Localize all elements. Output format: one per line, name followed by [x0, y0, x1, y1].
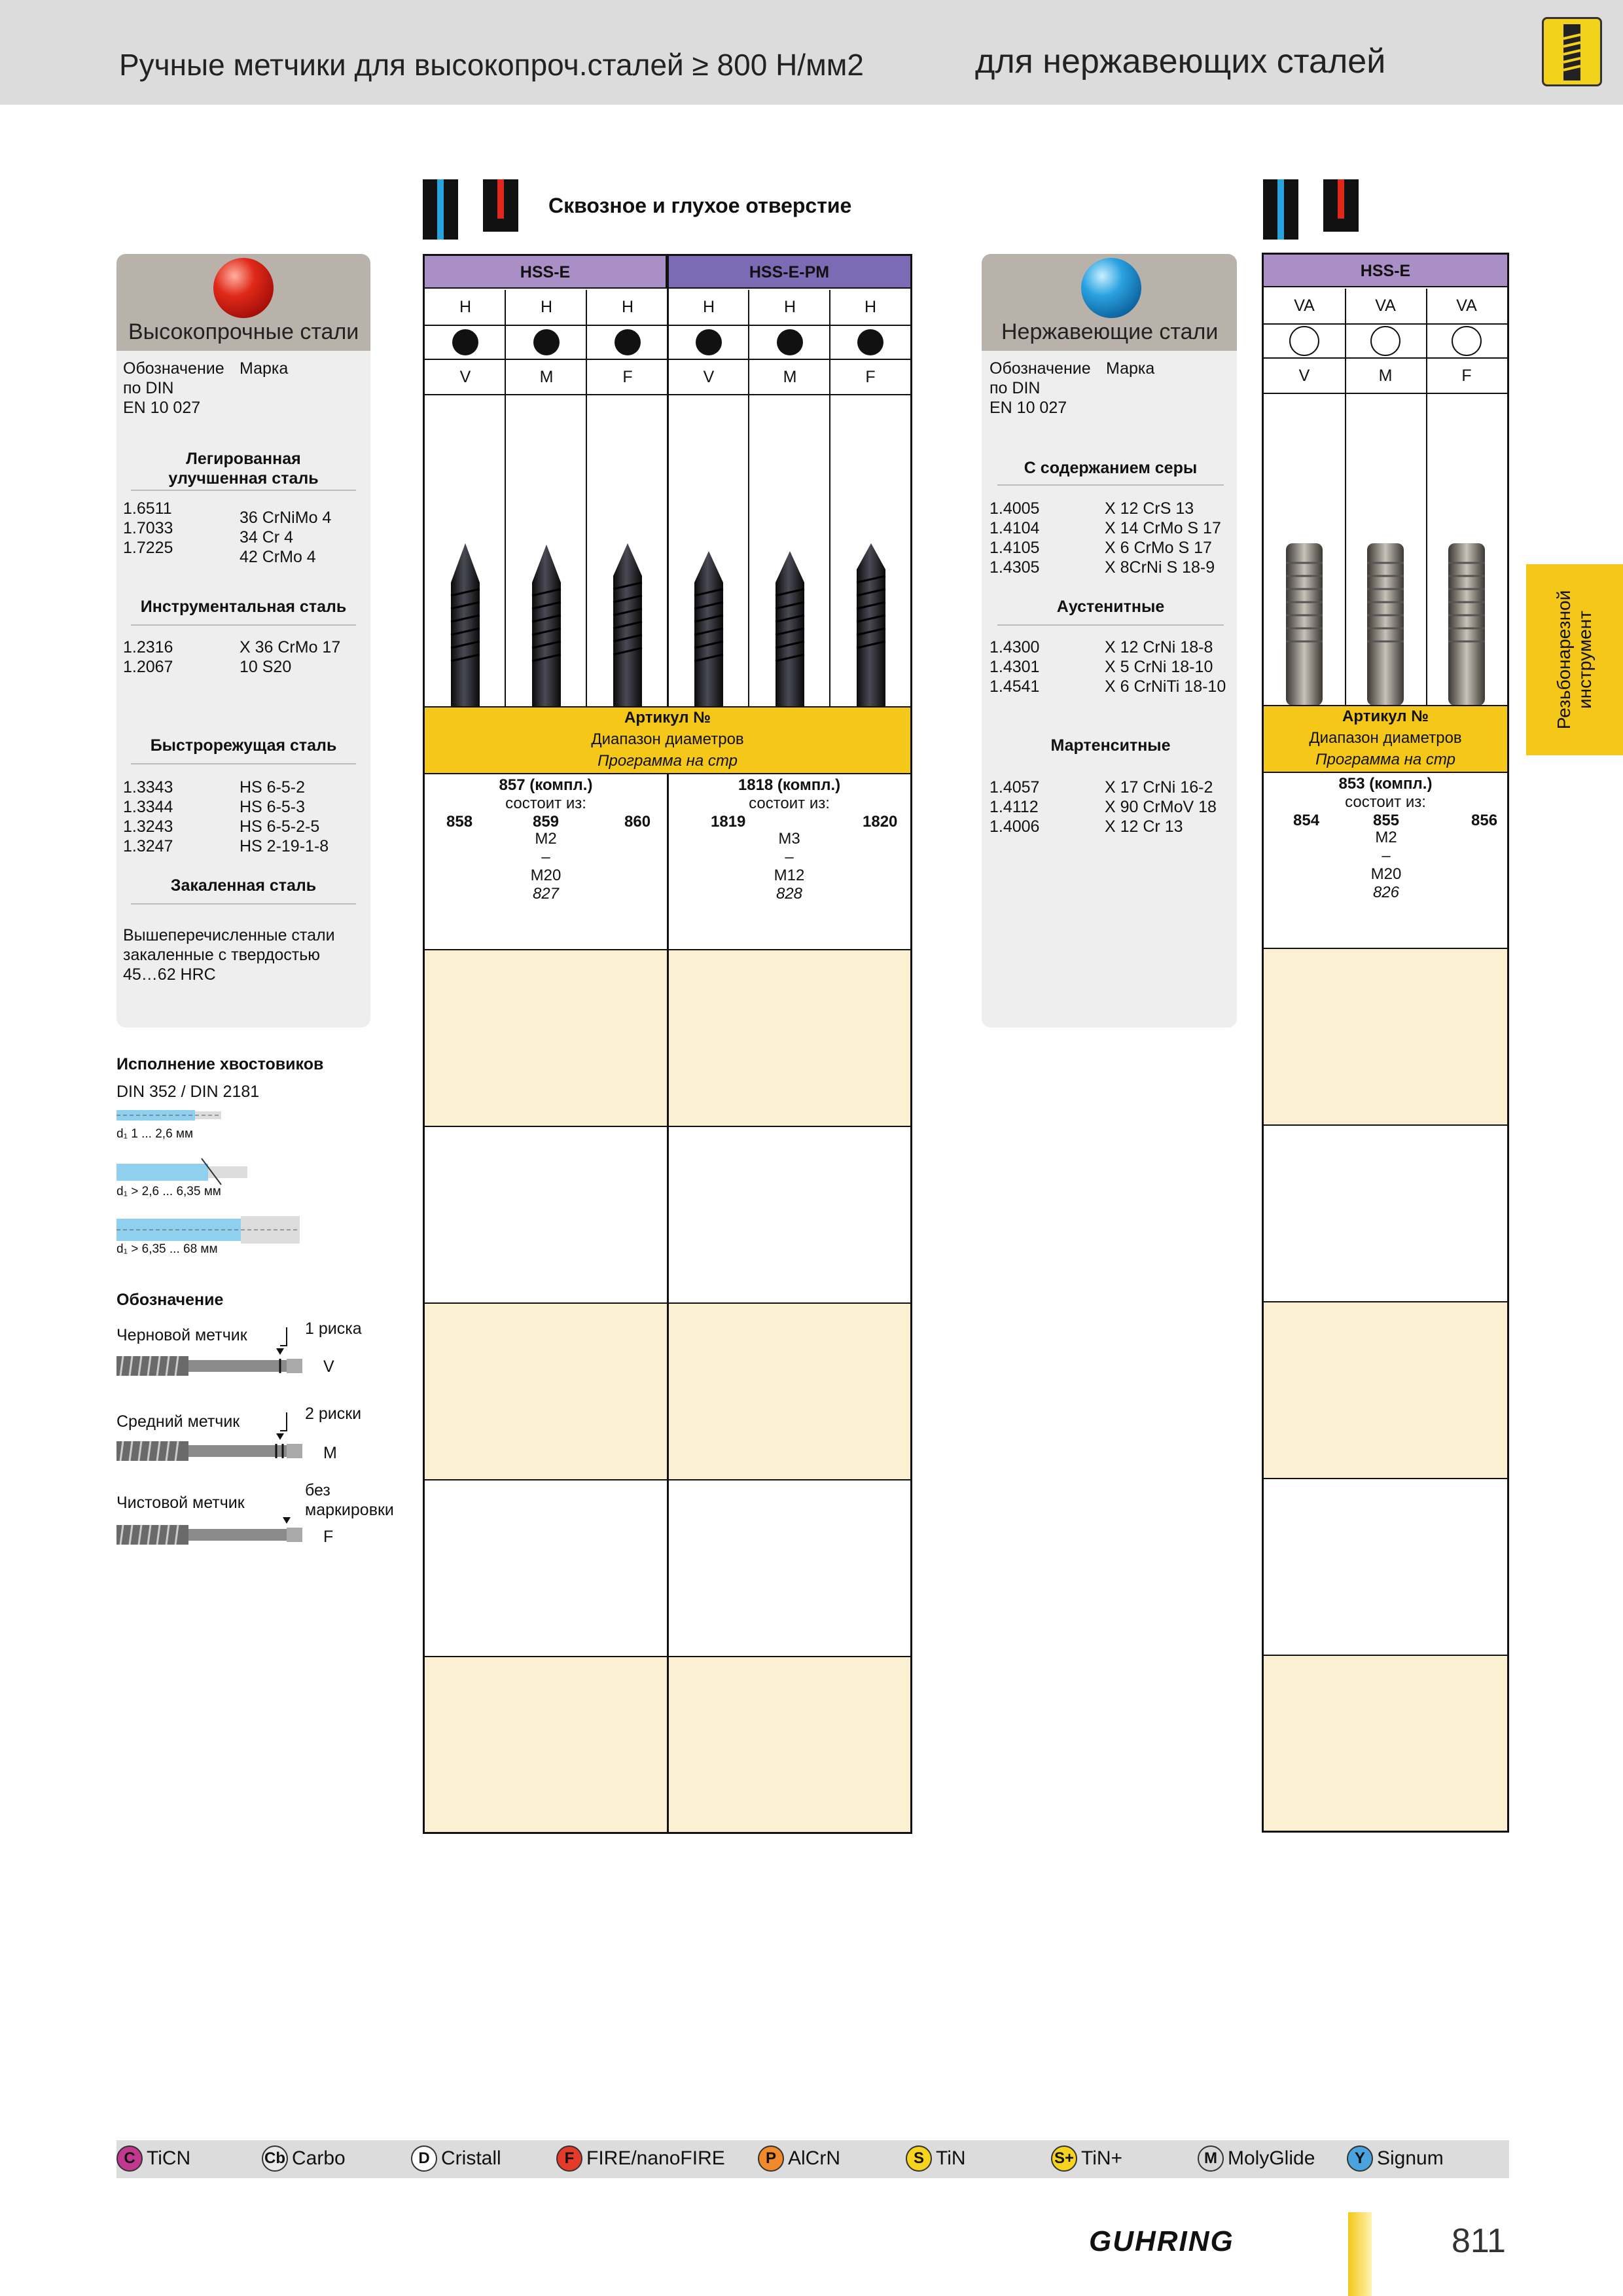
group-header-hss-e: HSS-E	[425, 256, 667, 289]
hardness-label: H	[621, 298, 634, 316]
divider	[997, 624, 1224, 626]
tap-name: Чистовой метчик	[116, 1494, 245, 1512]
shank-range-label: d₁ > 6,35 ... 68 мм	[116, 1242, 218, 1256]
group-header-hss-e: HSS-E	[1264, 255, 1507, 287]
diameter-range: M2 – M20 826	[1346, 829, 1426, 902]
hardness-label: H	[459, 298, 472, 316]
roughing-tap-diagram	[116, 1322, 319, 1381]
group-title: Мартенситные	[1050, 736, 1171, 755]
hardness-label: H	[783, 298, 796, 316]
empty-cell	[669, 1656, 910, 1832]
empty-cell	[1264, 948, 1507, 1124]
filled-circle-icon	[857, 329, 883, 355]
shank-range-label: d₁ > 2,6 ... 6,35 мм	[116, 1185, 221, 1198]
group-title: Аустенитные	[1056, 598, 1165, 616]
set-consists: состоит из:	[749, 795, 830, 812]
group-title: Закаленная сталь	[170, 876, 317, 895]
divider	[997, 484, 1224, 486]
coating-symbol-icon: D	[411, 2145, 437, 2172]
through-hole-icon	[1263, 179, 1298, 240]
marking-label: 1 риска	[305, 1319, 362, 1338]
group-title: Инструментальная сталь	[140, 598, 347, 616]
coating-symbol-icon: S	[906, 2145, 932, 2172]
material-panel-title: Нержавеющие стали	[1001, 319, 1219, 344]
type-row	[1264, 359, 1507, 393]
shank-diagram	[116, 1158, 247, 1185]
tap-image	[1448, 543, 1485, 706]
hardness-label: VA	[1375, 296, 1396, 315]
coating-item: D Cristall	[411, 2145, 501, 2172]
coating-symbol-icon: F	[556, 2145, 582, 2172]
article-number[interactable]: 859	[532, 813, 560, 831]
tap-image	[694, 551, 723, 707]
row-line	[425, 394, 910, 395]
material-panel-title: Высокопрочные стали	[128, 319, 359, 344]
tap-name: Средний метчик	[116, 1412, 240, 1431]
section-title: Сквозное и глухое отверстие	[548, 194, 852, 217]
suitability-row	[1264, 325, 1507, 357]
page-title: Ручные метчики для высокопроч.сталей ≥ 800 Н/мм2	[119, 48, 864, 82]
filled-circle-icon	[777, 329, 803, 355]
catalog-page-link[interactable]: 828	[776, 885, 803, 903]
marking-label: 2 риски	[305, 1405, 362, 1423]
hardened-note: Вышеперечисленные стали закаленные с твердостью 45…62 HRC	[123, 926, 335, 984]
open-circle-icon	[1452, 326, 1482, 356]
shank-diagram	[116, 1110, 221, 1121]
divider	[131, 624, 356, 626]
empty-cell	[669, 1302, 910, 1479]
coating-item: S+ TiN+	[1051, 2145, 1122, 2172]
steel-code-list: 1.2316 1.2067	[123, 638, 173, 676]
filled-circle-icon	[615, 329, 641, 355]
empty-cell	[669, 949, 910, 1126]
divider	[131, 903, 356, 905]
tap-type-label: F	[622, 368, 633, 386]
shank-standard: DIN 352 / DIN 2181	[116, 1083, 260, 1101]
tap-image	[857, 543, 885, 707]
set-title: 1818 (компл.)	[738, 776, 841, 794]
steel-code-list: 1.6511 1.7033 1.7225	[123, 499, 173, 557]
tap-image	[451, 543, 480, 707]
tap-image	[613, 543, 642, 707]
tap-letter: F	[323, 1528, 334, 1546]
shank-title: Исполнение хвостовиков	[116, 1055, 324, 1073]
hardness-label: VA	[1456, 296, 1477, 315]
side-tab-label: инструмент	[1575, 611, 1595, 709]
red-material-ball-icon	[213, 258, 274, 318]
page-number: 811	[1452, 2222, 1506, 2260]
grade-column-header: Марка	[240, 359, 289, 378]
blue-material-ball-icon	[1081, 258, 1141, 318]
filled-circle-icon	[452, 329, 478, 355]
set-title: 857 (компл.)	[499, 776, 593, 794]
article-number[interactable]: 1820	[863, 813, 898, 831]
empty-cell	[425, 1302, 667, 1479]
article-number[interactable]: 854	[1293, 812, 1320, 829]
row-line	[1264, 1124, 1507, 1126]
group-title: Легированная улучшенная сталь	[168, 450, 319, 488]
steel-code-list: 1.4300 1.4301 1.4541	[990, 638, 1040, 696]
side-tab-label: Резьбонарезной	[1554, 590, 1574, 730]
catalog-page-link[interactable]: 827	[532, 885, 560, 903]
hardness-row	[1264, 289, 1507, 323]
coating-symbol-icon: M	[1198, 2145, 1224, 2172]
finishing-tap-diagram	[116, 1492, 319, 1551]
section-side-tab[interactable]	[1526, 564, 1623, 755]
coating-item: F FIRE/nanoFIRE	[556, 2145, 725, 2172]
article-number[interactable]: 858	[446, 813, 473, 831]
article-info-text: Артикул № Диапазон диаметров Программа на стр	[591, 709, 744, 770]
hardness-label: VA	[1294, 296, 1315, 315]
tap-category-icon	[1542, 17, 1602, 86]
tap-type-label: V	[703, 368, 715, 386]
tap-letter: V	[323, 1357, 334, 1376]
coating-symbol-icon: S+	[1051, 2145, 1077, 2172]
page-subtitle: для нержавеющих сталей	[975, 43, 1386, 81]
set-consists: состоит из:	[1345, 793, 1426, 811]
diameter-range: M3 – M12 828	[749, 830, 829, 903]
tap-type-label: M	[1378, 367, 1393, 385]
intermediate-tap-diagram	[116, 1407, 319, 1466]
article-number[interactable]: 855	[1372, 812, 1400, 829]
divider	[131, 490, 356, 491]
steel-grade-list: HS 6-5-2 HS 6-5-3 HS 6-5-2-5 HS 2-19-1-8	[240, 778, 329, 855]
hardness-label: H	[702, 298, 715, 316]
shank-diagram	[116, 1216, 300, 1244]
coating-symbol-icon: Y	[1347, 2145, 1373, 2172]
open-circle-icon	[1289, 326, 1319, 356]
tap-images	[425, 537, 910, 707]
coating-legend-items	[116, 2145, 1509, 2174]
filled-circle-icon	[533, 329, 560, 355]
group-title: С содержанием серы	[1024, 459, 1198, 477]
designation-title: Обозначение	[116, 1291, 224, 1309]
tap-image	[1367, 543, 1404, 706]
filled-circle-icon	[696, 329, 722, 355]
divider	[131, 763, 356, 764]
coating-item: C TiCN	[116, 2145, 190, 2172]
steel-grade-list: X 36 CrMo 17 10 S20	[240, 638, 341, 676]
coating-item: S TiN	[906, 2145, 966, 2172]
set-consists: состоит из:	[505, 795, 586, 812]
tap-type-label: V	[1298, 367, 1310, 385]
brand-logo: GUHRING	[1089, 2225, 1234, 2257]
row-line	[1264, 1478, 1507, 1479]
hardness-row	[425, 290, 910, 324]
coating-item: P AlCrN	[758, 2145, 840, 2172]
row-line	[425, 1126, 910, 1127]
footer-accent	[1348, 2212, 1372, 2296]
tap-images	[1264, 537, 1507, 706]
grade-column-header: Марка	[1106, 359, 1155, 378]
steel-code-list: 1.4005 1.4104 1.4105 1.4305	[990, 499, 1040, 577]
suitability-row	[425, 326, 910, 359]
shank-range-label: d₁ 1 ... 2,6 мм	[116, 1127, 194, 1141]
tap-type-label: F	[1461, 367, 1472, 385]
empty-cell	[425, 1656, 667, 1832]
tap-image	[1286, 543, 1323, 706]
tap-type-label: V	[459, 368, 471, 386]
designation-column-header: Обозначение по DIN EN 10 027	[123, 359, 224, 417]
set-title: 853 (компл.)	[1338, 775, 1433, 793]
row-line	[425, 1479, 910, 1480]
empty-cell	[1264, 1655, 1507, 1831]
steel-grade-list: 36 CrNiMo 4 34 Cr 4 42 CrMo 4	[240, 509, 332, 566]
through-hole-icon	[423, 179, 458, 240]
empty-cell	[425, 949, 667, 1126]
catalog-page-link[interactable]: 826	[1372, 884, 1400, 901]
tap-letter: M	[323, 1444, 337, 1462]
open-circle-icon	[1370, 326, 1400, 356]
steel-grade-list: X 17 CrNi 16-2 X 90 CrMoV 18 X 12 Cr 13	[1105, 778, 1217, 836]
set-block	[425, 776, 667, 813]
hardness-label: H	[540, 298, 553, 316]
group-title: Быстрорежущая сталь	[150, 736, 337, 755]
tap-type-label: M	[539, 368, 554, 386]
coating-symbol-icon: C	[116, 2145, 143, 2172]
coating-symbol-icon: P	[758, 2145, 784, 2172]
blind-hole-icon	[1323, 179, 1359, 232]
designation-column-header: Обозначение по DIN EN 10 027	[990, 359, 1091, 417]
tap-image	[532, 545, 561, 707]
diameter-range: M2 – M20 827	[506, 830, 586, 903]
tap-image	[776, 551, 804, 707]
article-info-text: Артикул № Диапазон диаметров Программа на стр	[1309, 708, 1462, 768]
tap-type-label: M	[783, 368, 797, 386]
article-number[interactable]: 860	[624, 813, 651, 831]
type-row	[425, 360, 910, 394]
marking-label: без маркировки	[305, 1481, 394, 1519]
steel-grade-list: X 12 CrNi 18-8 X 5 CrNi 18-10 X 6 CrNiTi 18-10	[1105, 638, 1226, 696]
row-line	[1264, 393, 1507, 394]
coating-item: Cb Carbo	[262, 2145, 346, 2172]
steel-grade-list: X 12 CrS 13 X 14 CrMo S 17 X 6 CrMo S 17 X 8CrNi S 18-9	[1105, 499, 1221, 577]
empty-cell	[1264, 1301, 1507, 1478]
tap-name: Черновой метчик	[116, 1326, 247, 1344]
set-block	[1264, 775, 1507, 812]
article-number[interactable]: 1819	[711, 813, 746, 831]
group-header-hss-e-pm: HSS-E-PM	[668, 256, 910, 289]
steel-code-list: 1.3343 1.3344 1.3243 1.3247	[123, 778, 173, 855]
blind-hole-icon	[483, 179, 518, 232]
tap-type-label: F	[865, 368, 876, 386]
coating-item: M MolyGlide	[1198, 2145, 1315, 2172]
set-block	[668, 776, 910, 813]
article-number[interactable]: 856	[1471, 812, 1498, 829]
steel-code-list: 1.4057 1.4112 1.4006	[990, 778, 1040, 836]
coating-item: Y Signum	[1347, 2145, 1444, 2172]
coating-symbol-icon: Cb	[262, 2145, 288, 2172]
hardness-label: H	[864, 298, 877, 316]
